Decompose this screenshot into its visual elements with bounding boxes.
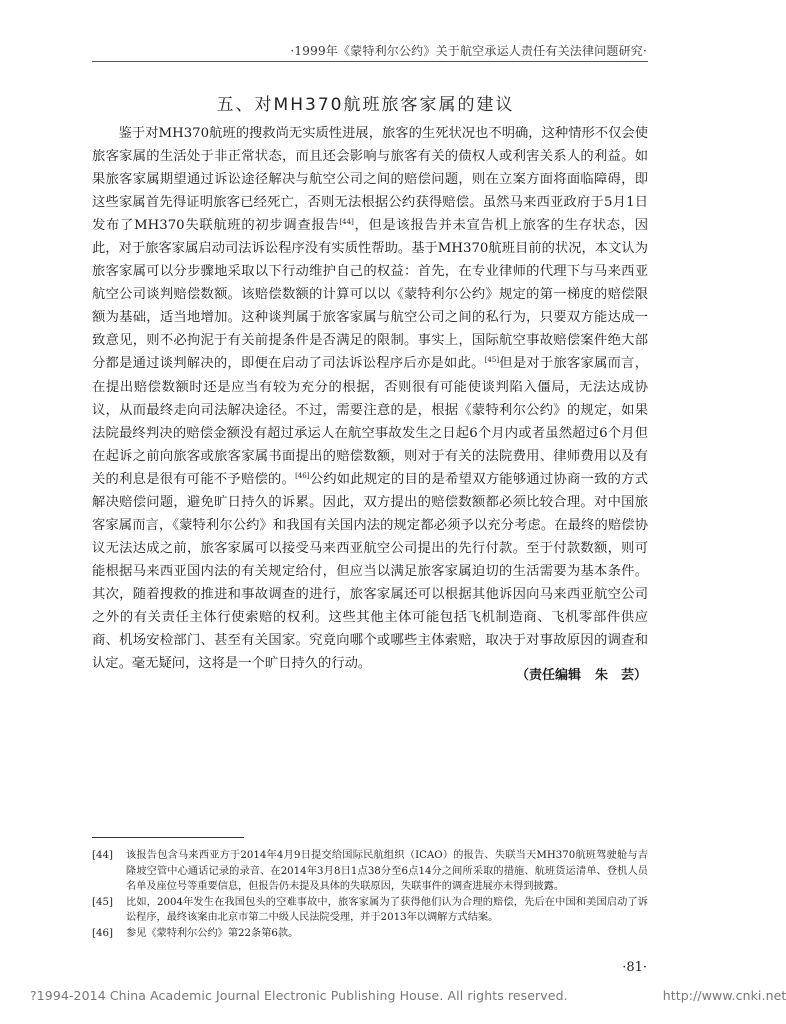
- running-header: ·1999年《蒙特利尔公约》关于航空承运人责任有关法律问题研究·: [290, 44, 647, 58]
- copyright-footer: [30, 988, 786, 1003]
- header-rule: [92, 61, 648, 62]
- footnotes: [92, 848, 648, 941]
- body-text-run: ，但是该报告并未宣告机上旅客的生存状态，因此，对于旅客家属启动司法诉讼程序没有实质性帮助。基于MH370航班目前的状况，本文认为旅客家属可以分步骤地采取以下行动维护自己的权益：首先，在专业律师的代理下与马来西亚航空公司谈判赔偿数额。该赔偿数额的计算可以以《蒙特利尔公约》规定的第一梯度的赔偿限额为基础，适当地增加。这种谈判属于旅客家属与航空公司之间的私行为，只要双方能达成一致意见，则不必拘泥于有关前提条件是否满足的限制。事实上，国际航空事故赔偿案件绝大部分都是通过谈判解决的，即便在启动了司法诉讼程序后亦是如此。: [92, 218, 649, 372]
- page-number: ·81·: [622, 960, 647, 975]
- footnote-45: [92, 895, 648, 926]
- editor-label: （责任编辑: [515, 668, 581, 683]
- footnote-number: [45]: [92, 896, 113, 908]
- footnote-text: 参见《蒙特利尔公约》第22条第6款。: [126, 927, 299, 939]
- footnote-number: [46]: [92, 927, 113, 939]
- footnote-text: 比如，2004年发生在我国包头的空难事故中，旅客家属为了获得他们认为合理的赔偿，先后在中国和美国启动了诉讼程序，最终该案由北京市第二中级人民法院受理，并于2013年以调解方式结案。: [126, 896, 648, 923]
- body-text-run: 但是对于旅客家属而言，在提出赔偿数额时还是应当有较为充分的根据，否则很有可能使谈判陷入僵局，无法达成协议，从而最终走向司法解决途径。不过，需要注意的是，根据《蒙特利尔公约》的规定，如果法院最终判决的赔偿金额没有超过承运人在航空事故发生之日起6个月内或者虽然超过6个月但在起诉之前向旅客或旅客家属书面提出的赔偿数额，则对于有关的法院费用、律师费用以及有关的利息是很有可能不予赔偿的。: [92, 356, 649, 487]
- footnote-46: [92, 926, 648, 942]
- footnote-44: [92, 848, 648, 895]
- footnote-text: 该报告包含马来西亚方于2014年4月9日提交给国际民航组织（ICAO）的报告、失联当天MH370航班驾驶舱与吉隆坡空管中心通话记录的录音、在2014年3月8日1点38分至6点14分之间所采取的措施、航班货运清单、登机人员名单及座位号等重要信息，但报告仍未提及具体的失联原因，失联事件的调查进展亦未得到披露。: [126, 850, 648, 892]
- body-text-run: 公约如此规定的目的是希望双方能够通过协商一致的方式解决赔偿问题，避免旷日持久的诉累。因此，双方提出的赔偿数额都必须比较合理。对中国旅客家属而言，《蒙特利尔公约》和我国有关国内法的规定都必须予以充分考虑。在最终的赔偿协议无法达成之前，旅客家属可以接受马来西亚航空公司提出的先行付款。至于付款数额，则可能根据马来西亚国内法的有关规定给付，但应当以满足旅客家属迫切的生活需要为基本条件。其次，随着搜救的推进和事故调查的进行，旅客家属还可以根据其他诉因向马来西亚航空公司之外的有关责任主体行使索赔的权利。这些其他主体可能包括飞机制造商、飞机零部件供应商、机场安检部门、甚至有关国家。究竟向哪个或哪些主体索赔，取决于对事故原因的调查和认定。毫无疑问，这将是一个旷日持久的行动。: [92, 471, 648, 672]
- footnote-number: [44]: [92, 850, 113, 861]
- section-title: 五、对MH370航班旅客家属的建议: [216, 95, 515, 115]
- body-text: [92, 122, 648, 675]
- body-paragraph: [92, 122, 648, 675]
- footnote-rule: [92, 837, 244, 838]
- editor-name: 朱 芸）: [594, 668, 647, 683]
- responsible-editor: [516, 664, 647, 683]
- body-text-run: 鉴于对MH370航班的搜救尚无实质性进展，旅客的生死状况也不明确，这种情形不仅会使旅客家属的生活处于非正常状态，而且还会影响与旅客有关的债权人或利害关系人的利益。如果旅客家属期望通过诉讼途径解决与航空公司之间的赔偿问题，则在立案方面将面临障碍，即这些家属首先得证明旅客已经死亡，否则无法根据公约获得赔偿。虽然马来西亚政府于5月1日发布了MH370失联航班的初步调查报告: [92, 126, 648, 234]
- footnote-ref-44: [44]: [339, 218, 354, 227]
- website-link[interactable]: http://www.cnki.net: [662, 988, 786, 1003]
- footnote-ref-45: [45]: [484, 356, 500, 365]
- footnote-ref-46: [46]: [295, 471, 310, 480]
- copyright-text: ?1994-2014 China Academic Journal Electronic Publishing House. All rights reserved.: [30, 988, 568, 1003]
